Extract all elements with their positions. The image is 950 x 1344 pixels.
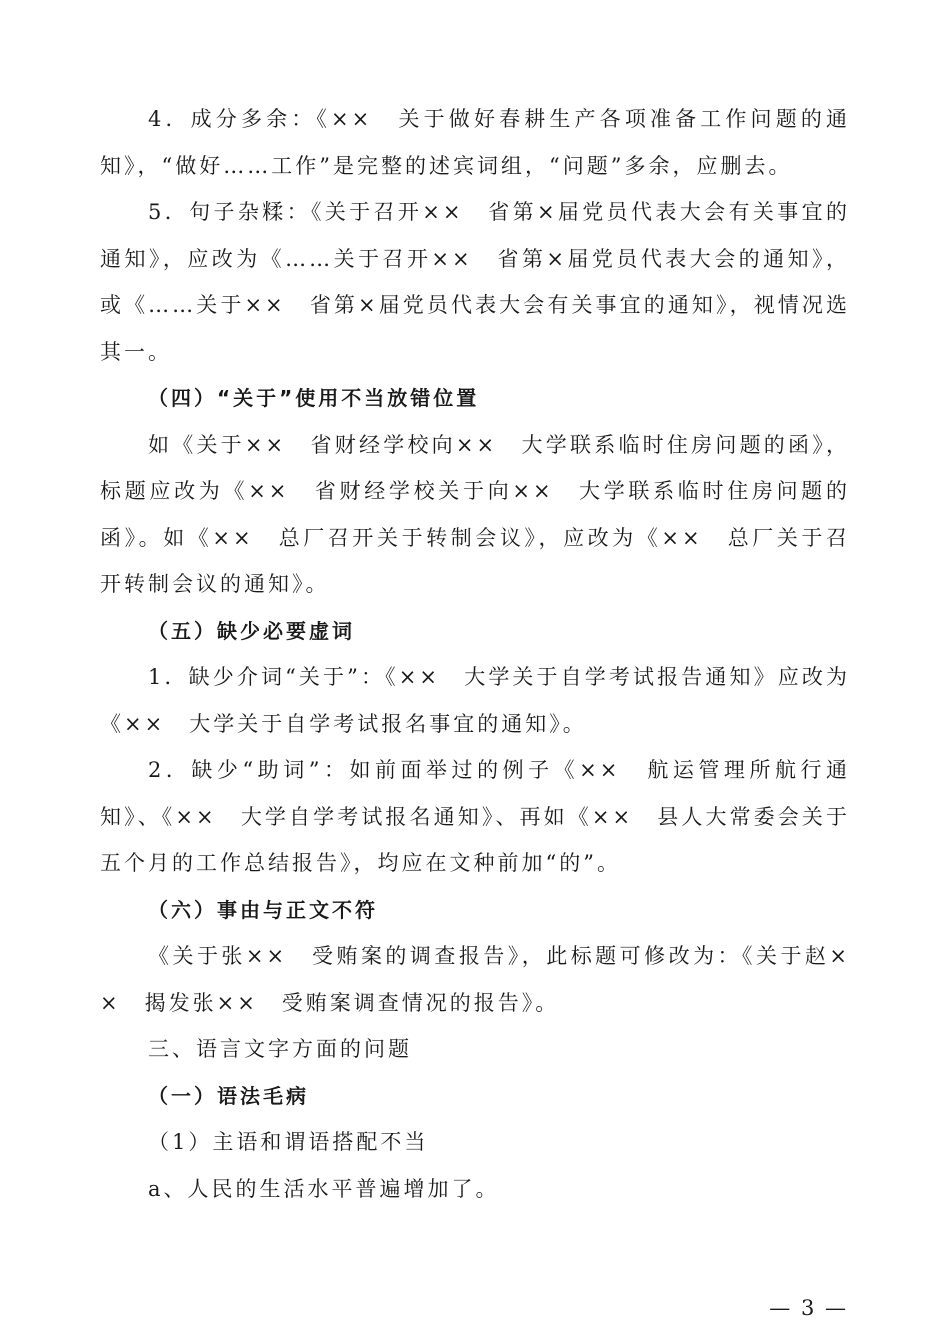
heading-subject-mismatch: （六）事由与正文不符 xyxy=(148,897,378,922)
paragraph-subject-example: 《关于张×× 受贿案的调查报告》，此标题可修改为：《关于赵×× 揭发张×× 受贿案调查情况的报告》。 xyxy=(100,944,850,1015)
list-item-example-a: a、人民的生活水平普遍增加了。 xyxy=(148,1176,500,1201)
paragraph-mixed-sentence: 5．句子杂糅：《关于召开×× 省第×届党员代表大会有关事宜的通知》，应改为《……关于召开×× 省第×届党员代表大会的通知》，或《……关于×× 省第×届党员代表大会有关事宜的通知》，视情况选其一。 xyxy=(100,200,850,364)
heading-missing-function-words: （五）缺少必要虚词 xyxy=(148,618,355,643)
list-item-subject-predicate: （1）主语和谓语搭配不当 xyxy=(148,1130,429,1154)
paragraph-missing-preposition: 1．缺少介词“关于”：《×× 大学关于自学考试报告通知》应改为《×× 大学关于自学考试报名事宜的通知》。 xyxy=(100,665,850,736)
paragraph-guanyu-example: 如《关于×× 省财经学校向×× 大学联系临时住房问题的函》，标题应改为《×× 省财经学校关于向×× 大学联系临时住房问题的函》。如《×× 总厂召开关于转制会议》，应改为《×× 总厂关于召开转制会议的通知》。 xyxy=(100,432,850,596)
heading-grammar-errors: （一）语法毛病 xyxy=(148,1083,309,1108)
heading-guanyu-misplaced: （四）“关于”使用不当放错位置 xyxy=(148,386,480,410)
section-heading-language: 三、语言文字方面的问题 xyxy=(148,1037,412,1061)
page-number: — 3 — xyxy=(769,1296,848,1320)
paragraph-missing-particle: 2．缺少“助词”：如前面举过的例子《×× 航运管理所航行通知》、《×× 大学自学考试报名通知》、再如《×× 县人大常委会关于五个月的工作总结报告》，均应在文种前加“的”。 xyxy=(100,758,850,875)
document-body xyxy=(100,96,850,1212)
paragraph-redundant-component: 4．成分多余：《×× 关于做好春耕生产各项准备工作问题的通知》，“做好……工作”是完整的述宾词组，“问题”多余，应删去。 xyxy=(100,107,850,178)
